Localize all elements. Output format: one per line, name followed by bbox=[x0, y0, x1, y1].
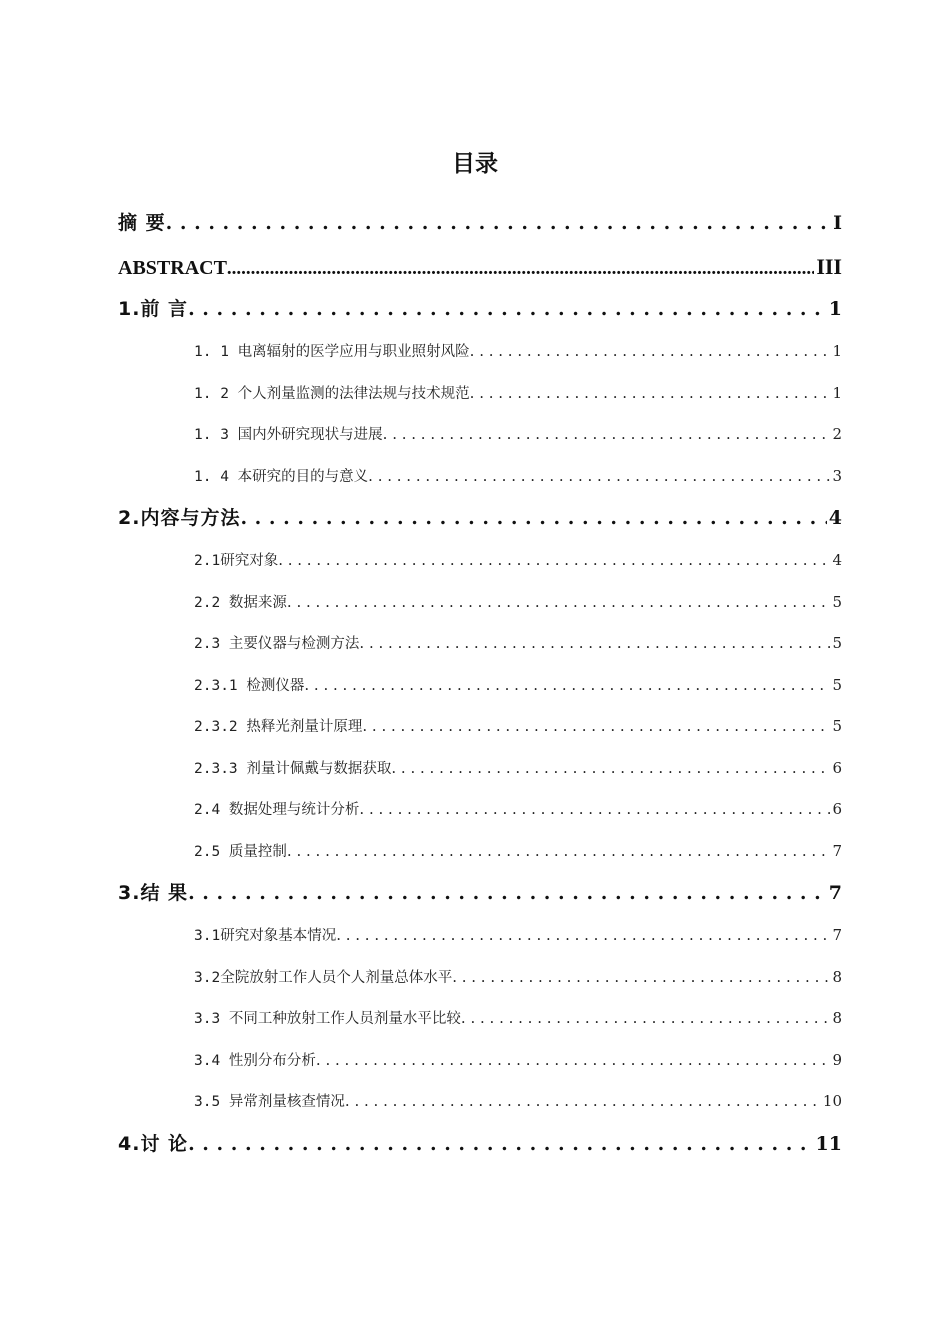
toc-dot-leader bbox=[461, 998, 831, 1040]
toc-entry-3-1[interactable] bbox=[118, 915, 842, 957]
toc-entry-1-3[interactable] bbox=[118, 414, 842, 456]
toc-entry-title: 3.3 不同工种放射工作人员剂量水平比较 bbox=[194, 1011, 461, 1027]
toc-entry-1-1[interactable] bbox=[118, 331, 842, 373]
toc-entry-page: 11 bbox=[815, 1132, 842, 1155]
toc-entry-page: 6 bbox=[832, 800, 842, 818]
toc-entry-title: 2.内容与方法 bbox=[118, 507, 241, 529]
toc-entry-page: 2 bbox=[832, 425, 842, 443]
toc-entry-3-2[interactable] bbox=[118, 957, 842, 999]
toc-entry-title: 1. 1 电离辐射的医学应用与职业照射风险 bbox=[194, 344, 470, 360]
toc-entry-page: 5 bbox=[832, 675, 842, 694]
toc-entry-2-4[interactable] bbox=[118, 789, 842, 831]
toc-entry-2-1[interactable] bbox=[118, 540, 842, 582]
toc-dot-leader bbox=[278, 540, 830, 582]
toc-entry-page: 7 bbox=[828, 882, 842, 904]
toc-dot-leader bbox=[188, 1123, 813, 1166]
toc-entry-title: 摘 要 bbox=[118, 212, 166, 234]
toc-entry-2-2[interactable] bbox=[118, 582, 842, 624]
toc-entry-title: 2.5 质量控制 bbox=[194, 843, 287, 860]
toc-dot-leader bbox=[391, 748, 830, 790]
toc-entry-chapter-4[interactable] bbox=[118, 1123, 842, 1166]
toc-entry-title: 1. 3 国内外研究现状与进展 bbox=[194, 427, 383, 443]
toc-entry-page: 5 bbox=[832, 592, 842, 611]
toc-dot-leader bbox=[359, 623, 830, 665]
toc-entry-title: 2.3.1 检测仪器 bbox=[194, 677, 305, 694]
toc-dot-leader bbox=[316, 1040, 831, 1082]
toc-dot-leader bbox=[227, 247, 814, 288]
toc-entry-title: 1. 4 本研究的目的与意义 bbox=[194, 468, 369, 485]
toc-entry-page: 7 bbox=[832, 926, 842, 944]
page-title: 目录 bbox=[452, 151, 498, 177]
toc-dot-leader bbox=[166, 202, 831, 245]
toc-entry-2-3[interactable] bbox=[118, 623, 842, 665]
toc-dot-leader bbox=[359, 789, 830, 831]
toc-entry-chapter-1[interactable] bbox=[118, 288, 842, 331]
toc-entry-title: 3.结 果 bbox=[118, 882, 189, 904]
toc-dot-leader bbox=[470, 331, 831, 373]
toc-dot-leader bbox=[383, 414, 831, 456]
toc-entry-title: 1.前 言 bbox=[118, 298, 189, 320]
toc-entry-page: 5 bbox=[832, 717, 842, 735]
toc-dot-leader bbox=[368, 456, 830, 498]
toc-dot-leader bbox=[188, 872, 827, 915]
toc-entry-page: 1 bbox=[828, 298, 842, 320]
toc-dot-leader bbox=[287, 831, 831, 873]
toc-entry-2-3-1[interactable] bbox=[118, 665, 842, 707]
toc-entry-2-3-3[interactable] bbox=[118, 748, 842, 790]
toc-entry-page: 8 bbox=[832, 967, 842, 986]
toc-entry-page: 6 bbox=[832, 758, 842, 777]
toc-entry-title: 3.1研究对象基本情况 bbox=[194, 928, 337, 944]
toc-dot-leader bbox=[304, 665, 830, 707]
toc-entry-title: 1. 2 个人剂量监测的法律法规与技术规范 bbox=[194, 385, 470, 402]
toc-entry-title: 2.2 数据来源 bbox=[194, 594, 287, 611]
toc-entry-page: 4 bbox=[828, 507, 842, 529]
toc-entry-3-4[interactable] bbox=[118, 1040, 842, 1082]
toc-entry-1-4[interactable] bbox=[118, 456, 842, 498]
toc-entry-title: ABSTRACT bbox=[118, 257, 227, 279]
toc-entry-abstract-cn[interactable] bbox=[118, 202, 842, 245]
toc-dot-leader bbox=[287, 582, 831, 624]
toc-entry-page: 10 bbox=[822, 1092, 842, 1110]
toc-entry-title: 3.4 性别分布分析 bbox=[194, 1052, 316, 1069]
toc-entry-title: 2.4 数据处理与统计分析 bbox=[194, 802, 360, 818]
toc-entry-2-3-2[interactable] bbox=[118, 706, 842, 748]
toc-entry-2-5[interactable] bbox=[118, 831, 842, 873]
toc-dot-leader bbox=[345, 1081, 821, 1123]
toc-entry-page: 8 bbox=[832, 1009, 842, 1027]
toc-entry-page: 4 bbox=[832, 551, 842, 569]
toc-entry-chapter-2[interactable] bbox=[118, 497, 842, 540]
toc-entry-3-3[interactable] bbox=[118, 998, 842, 1040]
toc-entry-page: III bbox=[816, 254, 842, 279]
toc-entry-title: 2.3 主要仪器与检测方法 bbox=[194, 636, 360, 652]
toc-entry-page: 5 bbox=[832, 634, 842, 652]
toc-entry-title: 4.讨 论 bbox=[118, 1132, 189, 1155]
toc-entry-page: I bbox=[833, 212, 842, 234]
toc-dot-leader bbox=[470, 373, 831, 415]
toc-entry-3-5[interactable] bbox=[118, 1081, 842, 1123]
toc-dot-leader bbox=[188, 288, 827, 331]
toc-entry-page: 1 bbox=[832, 342, 842, 360]
toc-entry-title: 3.2全院放射工作人员个人剂量总体水平 bbox=[194, 969, 453, 986]
toc-dot-leader bbox=[336, 915, 830, 957]
toc-entry-title: 2.3.2 热释光剂量计原理 bbox=[194, 719, 363, 735]
toc-entry-1-2[interactable] bbox=[118, 373, 842, 415]
toc-entry-title: 2.1研究对象 bbox=[194, 553, 279, 569]
toc-entry-title: 2.3.3 剂量计佩戴与数据获取 bbox=[194, 760, 392, 777]
toc-entry-page: 9 bbox=[832, 1050, 842, 1069]
table-of-contents bbox=[118, 202, 842, 1166]
toc-entry-abstract-en[interactable] bbox=[118, 245, 842, 288]
toc-dot-leader bbox=[362, 706, 830, 748]
toc-entry-page: 7 bbox=[832, 841, 842, 860]
toc-entry-page: 1 bbox=[832, 383, 842, 402]
toc-entry-title: 3.5 异常剂量核查情况 bbox=[194, 1094, 345, 1110]
toc-dot-leader bbox=[240, 497, 826, 540]
toc-dot-leader bbox=[452, 957, 830, 999]
toc-entry-chapter-3[interactable] bbox=[118, 872, 842, 915]
toc-entry-page: 3 bbox=[832, 466, 842, 485]
